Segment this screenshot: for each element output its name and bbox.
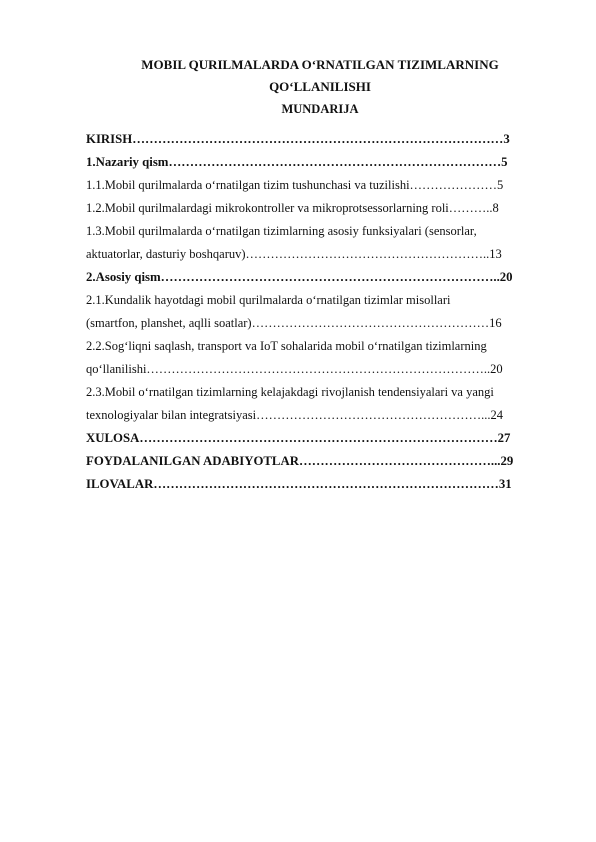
contents-heading: MUNDARIJA — [281, 102, 359, 116]
toc-entry-foydalanilgan-adabiyotlar: FOYDALANILGAN ADABIYOTLAR………………………………………...29 — [86, 454, 514, 468]
toc-entry-2-3-line-2: texnologiyalar bilan integratsiyasi………………………………………………...24 — [86, 408, 503, 422]
toc-entry-2-3-line-1: 2.3.Mobil o‘rnatilgan tizimlarning kelajakdagi rivojlanish tendensiyalari va yangi — [86, 385, 494, 399]
toc-entry-2-1-line-1: 2.1.Kundalik hayotdagi mobil qurilmalarda o‘rnatilgan tizimlar misollari — [86, 293, 451, 307]
toc-entry-asosiy-qism: 2.Asosiy qism……………………………………………………………………..20 — [86, 270, 513, 284]
toc-entry-kirish: KIRISH……………………………………………………………………………3 — [86, 132, 510, 146]
toc-entry-2-2-line-1: 2.2.Sog‘liqni saqlash, transport va IoT sohalarida mobil o‘rnatilgan tizimlarning — [86, 339, 487, 353]
toc-entry-nazariy-qism: 1.Nazariy qism……………………………………………………………………5 — [86, 155, 508, 169]
document-title-line-2: QO‘LLANILISHI — [269, 79, 371, 94]
toc-entry-1-3-line-1: 1.3.Mobil qurilmalarda o‘rnatilgan tizimlarning asosiy funksiyalari (sensorlar, — [86, 224, 477, 238]
toc-entry-1-3-line-2: aktuatorlar, dasturiy boshqaruv)…………………………………………………..13 — [86, 247, 502, 261]
toc-entry-xulosa: XULOSA…………………………………………………………………………27 — [86, 431, 511, 445]
document-title-line-1: MOBIL QURILMALARDA O‘RNATILGAN TIZIMLARNING — [141, 57, 499, 72]
toc-entry-2-2-line-2: qo‘llanilishi………………………………………………………………………..20 — [86, 362, 503, 376]
toc-entry-ilovalar: ILOVALAR………………………………………………………………………31 — [86, 477, 512, 491]
toc-entry-1-2: 1.2.Mobil qurilmalardagi mikrokontroller va mikroprotsessorlarning roli………..8 — [86, 201, 499, 215]
toc-entry-1-1: 1.1.Mobil qurilmalarda o‘rnatilgan tizim tushunchasi va tuzilishi…………………5 — [86, 178, 504, 192]
toc-entry-2-1-line-2: (smartfon, planshet, aqlli soatlar)…………………………………………………16 — [86, 316, 502, 330]
table-of-contents — [86, 128, 554, 496]
